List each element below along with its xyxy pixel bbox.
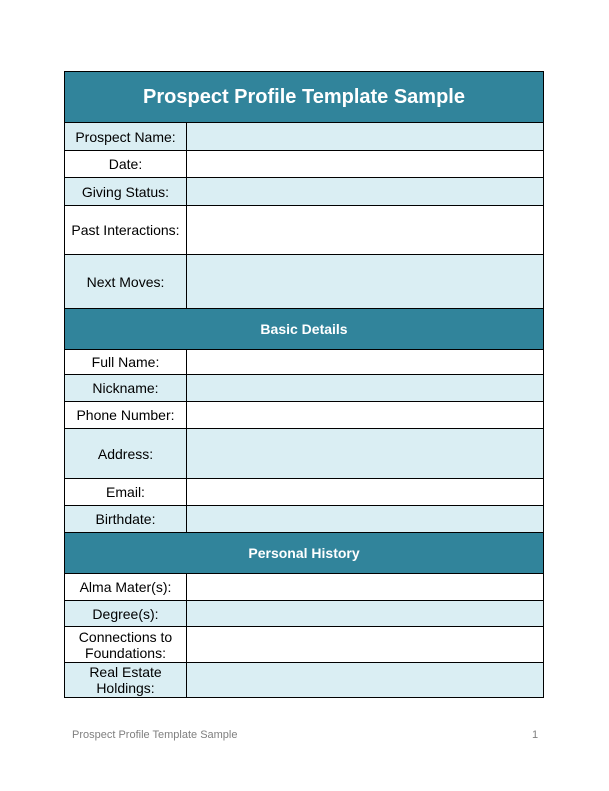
real-estate-holdings-label: Real Estate Holdings: — [65, 663, 187, 698]
alma-mater-label: Alma Mater(s): — [65, 574, 187, 601]
table-row — [65, 601, 544, 627]
next-moves-field[interactable] — [187, 255, 544, 309]
date-label: Date: — [65, 151, 187, 178]
section-heading-personal-history: Personal History — [65, 533, 544, 574]
nickname-label: Nickname: — [65, 375, 187, 402]
past-interactions-label: Past Interactions: — [65, 206, 187, 255]
table-row — [65, 429, 544, 479]
table-row — [65, 375, 544, 402]
table-row — [65, 506, 544, 533]
full-name-label: Full Name: — [65, 350, 187, 375]
table-row — [65, 627, 544, 663]
birthdate-field[interactable] — [187, 506, 544, 533]
table-row — [65, 350, 544, 375]
date-field[interactable] — [187, 151, 544, 178]
birthdate-label: Birthdate: — [65, 506, 187, 533]
table-row — [65, 151, 544, 178]
degrees-label: Degree(s): — [65, 601, 187, 627]
table-row — [65, 574, 544, 601]
table-row — [65, 178, 544, 206]
prospect-name-label: Prospect Name: — [65, 123, 187, 151]
alma-mater-field[interactable] — [187, 574, 544, 601]
giving-status-label: Giving Status: — [65, 178, 187, 206]
real-estate-holdings-field[interactable] — [187, 663, 544, 698]
address-label: Address: — [65, 429, 187, 479]
phone-number-label: Phone Number: — [65, 402, 187, 429]
address-field[interactable] — [187, 429, 544, 479]
footer-document-title: Prospect Profile Template Sample — [72, 729, 238, 741]
table-row — [65, 123, 544, 151]
past-interactions-field[interactable] — [187, 206, 544, 255]
table-row — [65, 479, 544, 506]
table-row — [65, 663, 544, 698]
giving-status-field[interactable] — [187, 178, 544, 206]
nickname-field[interactable] — [187, 375, 544, 402]
footer-page-number: 1 — [532, 729, 539, 741]
table-row — [65, 255, 544, 309]
phone-number-field[interactable] — [187, 402, 544, 429]
section-heading-basic-details: Basic Details — [65, 309, 544, 350]
table-title: Prospect Profile Template Sample — [65, 72, 544, 123]
degrees-field[interactable] — [187, 601, 544, 627]
email-label: Email: — [65, 479, 187, 506]
table-row — [65, 402, 544, 429]
connections-to-foundations-label: Connections to Foundations: — [65, 627, 187, 663]
table-row — [65, 206, 544, 255]
next-moves-label: Next Moves: — [65, 255, 187, 309]
prospect-name-field[interactable] — [187, 123, 544, 151]
prospect-profile-table — [64, 71, 544, 698]
full-name-field[interactable] — [187, 350, 544, 375]
connections-to-foundations-field[interactable] — [187, 627, 544, 663]
email-field[interactable] — [187, 479, 544, 506]
